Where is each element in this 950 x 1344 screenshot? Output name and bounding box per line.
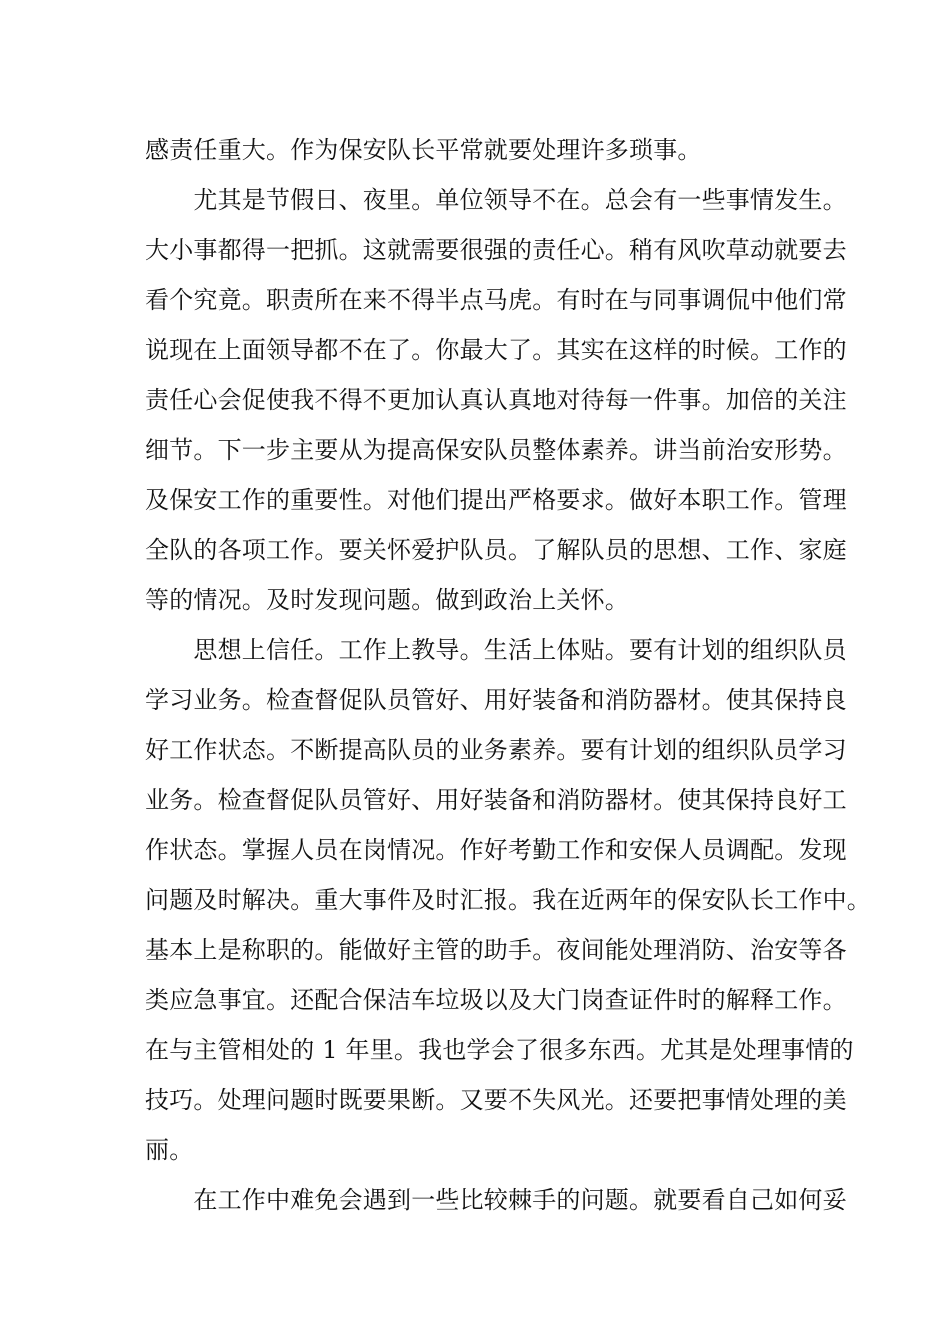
text-line: 责任心会促使我不得不更加认真认真地对待每一件事。加倍的关注 bbox=[145, 386, 847, 414]
text-line: 问题及时解决。重大事件及时汇报。我在近两年的保安队长工作中。 bbox=[145, 886, 871, 914]
text-line: 基本上是称职的。能做好主管的助手。夜间能处理消防、治安等各 bbox=[145, 936, 847, 964]
text-line: 细节。下一步主要从为提高保安队员整体素养。讲当前治安形势。 bbox=[145, 436, 847, 464]
text-line: 作状态。掌握人员在岗情况。作好考勤工作和安保人员调配。发现 bbox=[145, 836, 847, 864]
text-line: 说现在上面领导都不在了。你最大了。其实在这样的时候。工作的 bbox=[145, 336, 847, 364]
text-line: 丽。 bbox=[145, 1136, 194, 1164]
text-line: 技巧。处理问题时既要果断。又要不失风光。还要把事情处理的美 bbox=[145, 1086, 847, 1114]
text-line: 感责任重大。作为保安队长平常就要处理许多琐事。 bbox=[145, 136, 702, 164]
text-line: 业务。检查督促队员管好、用好装备和消防器材。使其保持良好工 bbox=[145, 786, 847, 814]
text-line: 好工作状态。不断提高队员的业务素养。要有计划的组织队员学习 bbox=[145, 736, 847, 764]
text-line: 等的情况。及时发现问题。做到政治上关怀。 bbox=[145, 586, 629, 614]
text-line: 类应急事宜。还配合保洁车垃圾以及大门岗查证件时的解释工作。 bbox=[145, 986, 847, 1014]
text-line: 全队的各项工作。要关怀爱护队员。了解队员的思想、工作、家庭 bbox=[145, 536, 847, 564]
text-line: 学习业务。检查督促队员管好、用好装备和消防器材。使其保持良 bbox=[145, 686, 847, 714]
text-line: 及保安工作的重要性。对他们提出严格要求。做好本职工作。管理 bbox=[145, 486, 847, 514]
text-line: 思想上信任。工作上教导。生活上体贴。要有计划的组织队员 bbox=[145, 636, 847, 664]
text-line: 大小事都得一把抓。这就需要很强的责任心。稍有风吹草动就要去 bbox=[145, 236, 847, 264]
text-line: 在工作中难免会遇到一些比较棘手的问题。就要看自己如何妥 bbox=[145, 1186, 847, 1214]
text-line: 看个究竟。职责所在来不得半点马虎。有时在与同事调侃中他们常 bbox=[145, 286, 847, 314]
text-line: 在与主管相处的 1 年里。我也学会了很多东西。尤其是处理事情的 bbox=[145, 1036, 854, 1064]
text-line: 尤其是节假日、夜里。单位领导不在。总会有一些事情发生。 bbox=[145, 186, 847, 214]
